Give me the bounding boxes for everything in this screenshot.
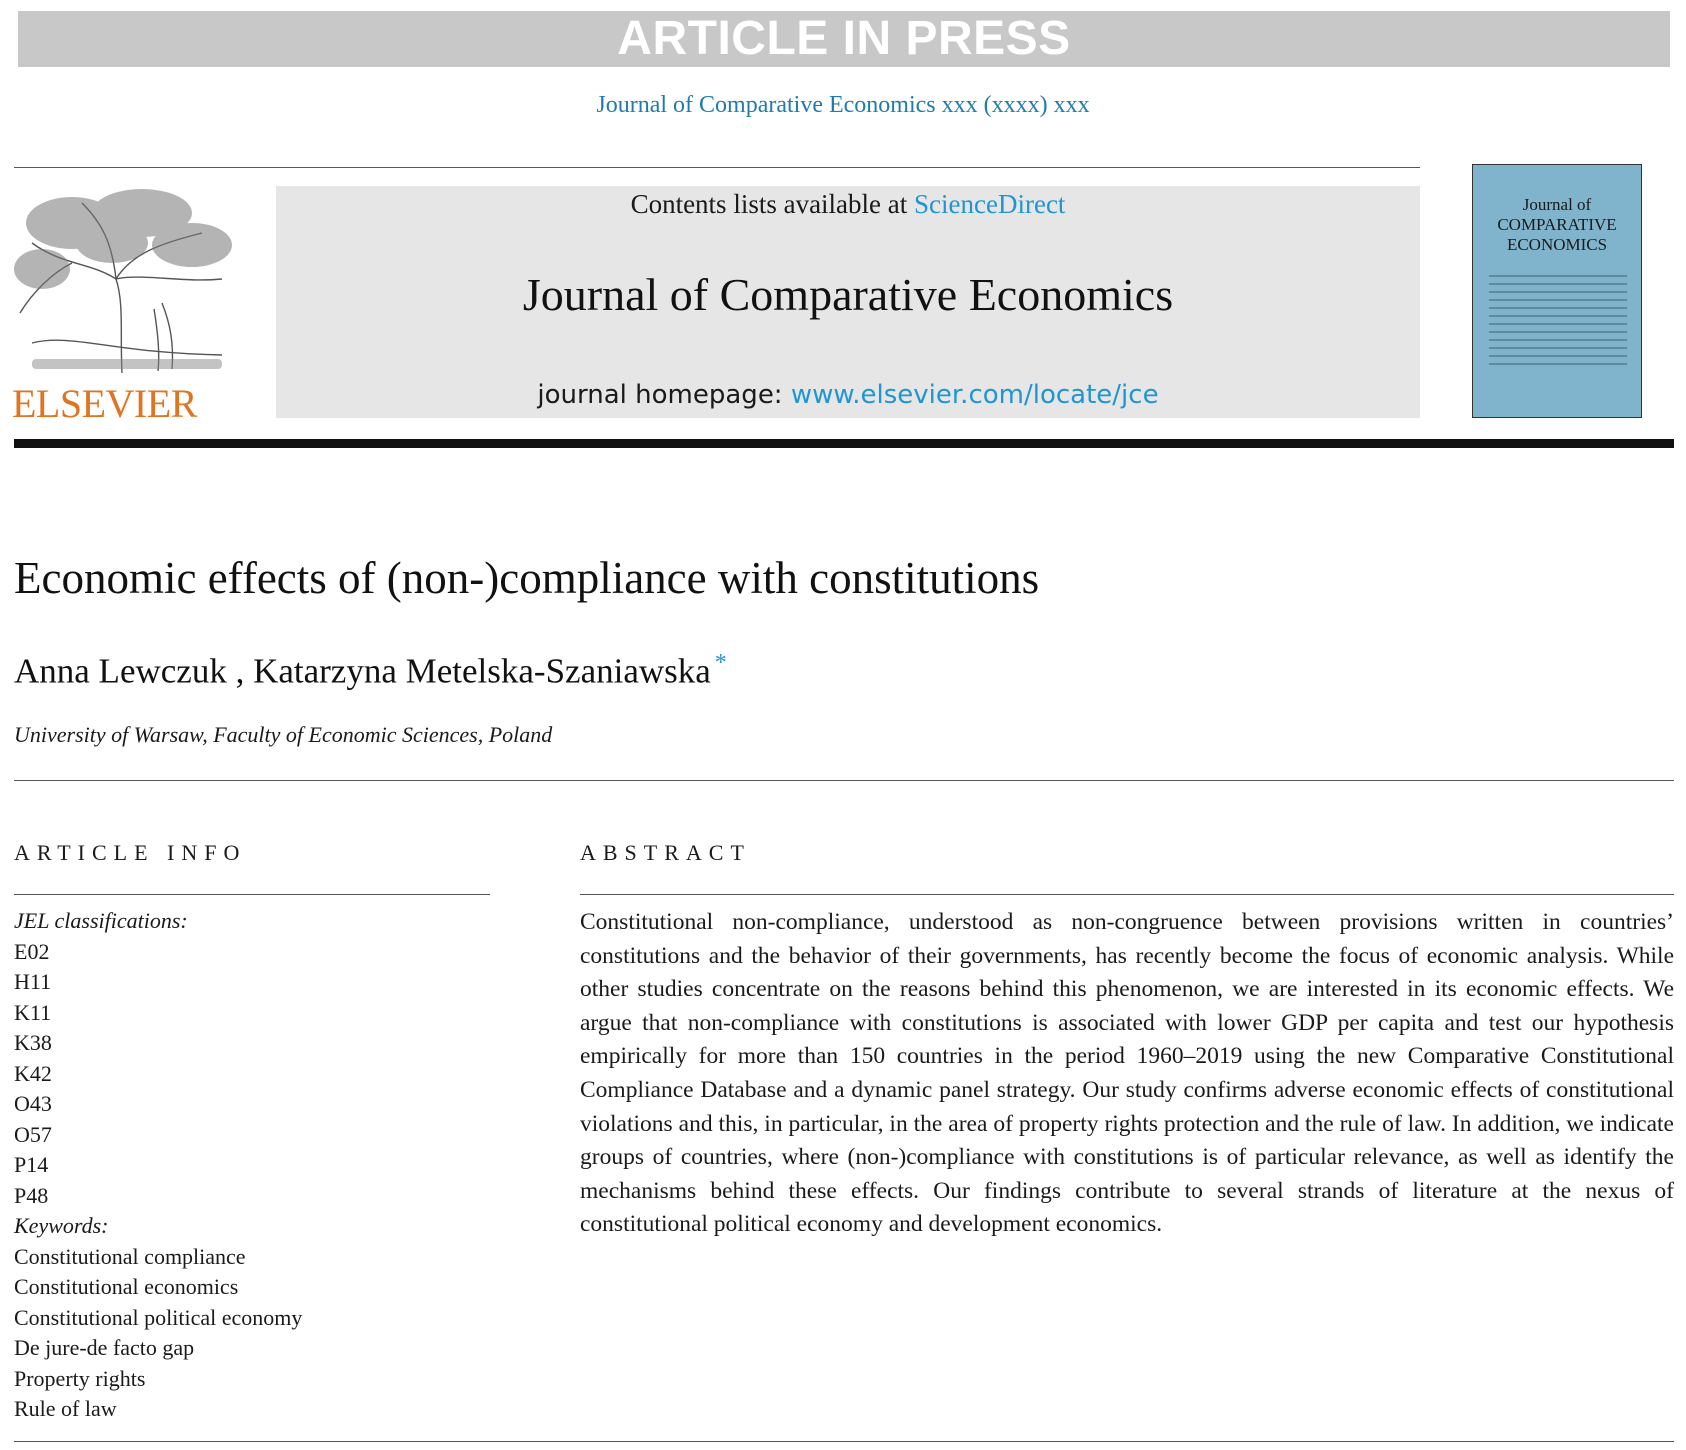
jel-code: H11 — [14, 969, 52, 994]
homepage-link[interactable]: www.elsevier.com/locate/jce — [790, 380, 1159, 410]
top-divider — [14, 167, 1420, 168]
jel-code: K38 — [14, 1030, 52, 1055]
author-line — [14, 650, 1414, 692]
journal-cover-thumbnail[interactable] — [1472, 164, 1642, 418]
keyword: Property rights — [14, 1365, 146, 1391]
jel-code: P48 — [14, 1182, 49, 1208]
header-thick-divider — [14, 439, 1674, 448]
jel-label: JEL classifications: — [14, 908, 188, 933]
corresponding-author-mark[interactable]: * — [714, 650, 727, 676]
keyword: Constitutional compliance — [14, 1243, 246, 1269]
article-info-divider — [14, 894, 490, 895]
homepage-prefix: journal homepage: — [537, 380, 791, 410]
sciencedirect-link[interactable]: ScienceDirect — [914, 189, 1066, 219]
keyword: Constitutional economics — [14, 1274, 239, 1299]
bottom-divider — [14, 1441, 1674, 1442]
article-info-heading: ARTICLE INFO — [14, 840, 247, 865]
jel-code: P14 — [14, 1152, 49, 1177]
homepage-line — [276, 380, 1420, 410]
affiliation: University of Warsaw, Faculty of Economic Sciences, Poland — [14, 722, 553, 747]
jel-code: K11 — [14, 999, 52, 1025]
contents-line — [276, 188, 1420, 220]
keywords-label: Keywords: — [14, 1213, 109, 1238]
jel-code: E02 — [14, 938, 50, 964]
keyword: Rule of law — [14, 1396, 117, 1421]
journal-citation[interactable]: Journal of Comparative Economics xxx (xxxx) xxx — [596, 92, 1090, 118]
article-in-press-banner: ARTICLE IN PRESS — [18, 11, 1670, 67]
journal-masthead — [276, 186, 1420, 418]
abstract-text: Constitutional non-compliance, understood as non-congruence between provisions written in countries’ constitutions and the behavior of their governments, has recently become the focus of economic analysis. While other studies concentrate on the reasons behind this phenomenon, we are interested in its economic effects. We argue that non-compliance with constitutions is associated with lower GDP per capita and test our hypothesis empirically for more than 150 countries in the period 1960–2019 using the new Comparative Constitutional Compliance Database and a dynamic panel strategy. Our study confirms adverse economic effects of constitutional violations and this, in particular, in the area of property rights protection and the rule of law. In addition, we indicate groups of countries, where (non-)compliance with constitutions is of particular relevance, as well as identify the mechanisms behind these effects. Our findings contribute to several strands of literature at the nexus of constitutional political economy and development economics. — [580, 909, 1674, 1238]
contents-prefix: Contents lists available at — [630, 189, 915, 219]
elsevier-wordmark: ELSEVIER — [12, 381, 197, 426]
jel-code: O57 — [14, 1121, 52, 1147]
abstract-heading: ABSTRACT — [580, 840, 751, 865]
journal-name: Journal of Comparative Economics — [522, 269, 1174, 320]
jel-code: O43 — [14, 1091, 52, 1116]
elsevier-logo[interactable] — [12, 183, 240, 426]
cover-title-line-3: ECONOMICS — [1506, 235, 1608, 254]
author-names[interactable]: Anna Lewczuk , Katarzyna Metelska-Szaniawska — [14, 651, 711, 691]
article-info-column — [14, 906, 484, 1425]
jel-code: K42 — [14, 1060, 52, 1086]
affiliation-divider — [14, 780, 1674, 781]
cover-title-line-1: Journal of — [1522, 195, 1592, 214]
tree-icon — [12, 183, 240, 379]
cover-editorial-lines — [1489, 275, 1627, 371]
keyword: De jure-de facto gap — [14, 1335, 195, 1360]
keyword: Constitutional political economy — [14, 1304, 303, 1330]
abstract-divider — [580, 894, 1674, 895]
cover-title-line-2: COMPARATIVE — [1497, 215, 1617, 234]
article-title: Economic effects of (non-)compliance with constitutions — [14, 553, 1040, 603]
